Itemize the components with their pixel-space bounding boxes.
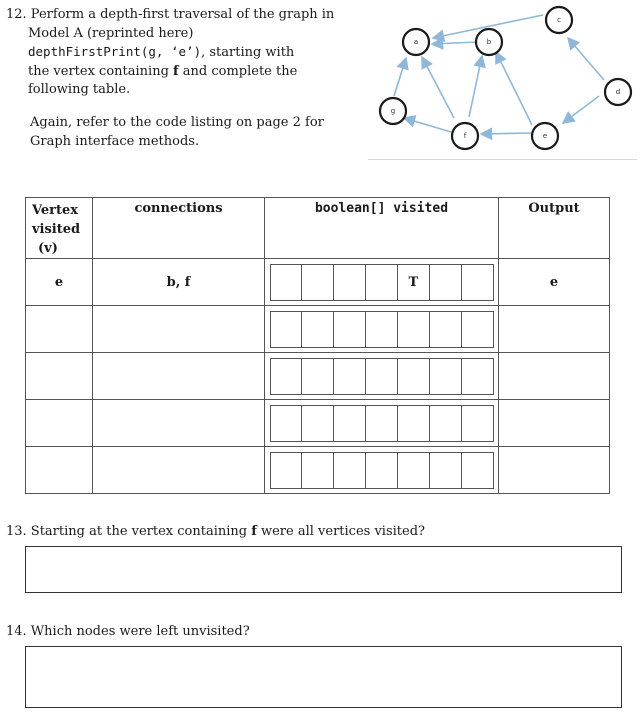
- visited-slot[interactable]: [461, 265, 493, 300]
- visited-slot[interactable]: [271, 453, 302, 488]
- cell-vertex[interactable]: [26, 353, 93, 400]
- edge-f-g: [404, 118, 451, 132]
- graph-nodes: [380, 7, 631, 149]
- q13-vertex-f: f: [251, 524, 257, 539]
- visited-array: [270, 311, 494, 348]
- dfs-table: [25, 197, 610, 494]
- question-13: [6, 524, 425, 539]
- q12-note: [30, 114, 350, 151]
- table-row: [26, 306, 610, 353]
- cell-connections[interactable]: b, f: [93, 259, 265, 306]
- edge-f-b: [469, 56, 482, 117]
- graph-divider: [368, 159, 637, 160]
- q12-line3: [6, 43, 351, 63]
- visited-slot[interactable]: [429, 312, 461, 347]
- visited-slot[interactable]: [365, 453, 397, 488]
- edge-d-e: [563, 96, 599, 123]
- cell-connections[interactable]: [93, 353, 265, 400]
- visited-slot[interactable]: [397, 453, 429, 488]
- q13-text-a: 13. Starting at the vertex containing: [6, 524, 252, 539]
- visited-slot[interactable]: [397, 406, 429, 441]
- code-call: depthFirstPrint(g, ‘e’): [28, 44, 202, 59]
- visited-slot[interactable]: [333, 265, 365, 300]
- q12-note-line2: Graph interface methods.: [30, 133, 200, 149]
- visited-array: [270, 405, 494, 442]
- cell-vertex[interactable]: [26, 400, 93, 447]
- visited-slot[interactable]: [429, 265, 461, 300]
- visited-slot[interactable]: [271, 406, 302, 441]
- visited-slot[interactable]: [301, 359, 333, 394]
- header-vertex: [26, 198, 93, 259]
- visited-slot[interactable]: [429, 359, 461, 394]
- table-row: [26, 400, 610, 447]
- cell-visited: [265, 353, 499, 400]
- cell-vertex[interactable]: [26, 306, 93, 353]
- cell-output[interactable]: [499, 400, 610, 447]
- node-label-f: f: [463, 132, 467, 140]
- table-row: [26, 447, 610, 494]
- visited-slot[interactable]: [461, 406, 493, 441]
- cell-vertex[interactable]: e: [26, 259, 93, 306]
- visited-array: [270, 264, 494, 301]
- q12-line2: Model A (reprinted here): [28, 25, 194, 41]
- visited-slot[interactable]: [301, 453, 333, 488]
- cell-connections[interactable]: [93, 306, 265, 353]
- cell-connections[interactable]: [93, 400, 265, 447]
- q12-line4a: the vertex containing: [28, 63, 174, 79]
- visited-slot[interactable]: [365, 312, 397, 347]
- cell-output[interactable]: [499, 353, 610, 400]
- visited-slot[interactable]: [365, 359, 397, 394]
- visited-slot[interactable]: [301, 406, 333, 441]
- node-label-g: g: [390, 107, 396, 115]
- edge-e-f: [481, 133, 531, 134]
- visited-slot[interactable]: [271, 359, 302, 394]
- q12-line3-rest: , starting with: [201, 45, 295, 60]
- header-output: Output: [499, 198, 610, 259]
- edge-b-a: [432, 42, 478, 44]
- visited-slot[interactable]: [429, 453, 461, 488]
- q12-line4b: and complete the: [178, 63, 298, 79]
- visited-slot[interactable]: [461, 453, 493, 488]
- cell-output[interactable]: e: [499, 259, 610, 306]
- q12-vertex-f: f: [173, 63, 179, 79]
- node-label-d: d: [615, 88, 621, 96]
- q12-line5: following table.: [28, 82, 131, 97]
- visited-slot[interactable]: [429, 406, 461, 441]
- visited-slot[interactable]: T: [397, 265, 429, 300]
- visited-slot[interactable]: [461, 359, 493, 394]
- q13-text-b: were all vertices visited?: [256, 524, 425, 539]
- header-connections: connections: [93, 198, 265, 259]
- visited-slot[interactable]: [271, 265, 302, 300]
- node-label-c: c: [557, 16, 561, 24]
- answer-box-14[interactable]: [25, 646, 622, 708]
- node-label-a: a: [413, 38, 419, 46]
- visited-slot[interactable]: [365, 406, 397, 441]
- table-row: [26, 353, 610, 400]
- answer-box-13[interactable]: [25, 546, 622, 593]
- node-label-b: b: [486, 38, 492, 46]
- visited-slot[interactable]: [365, 265, 397, 300]
- header-vertex-line1: Vertex: [32, 203, 79, 218]
- cell-visited: [265, 447, 499, 494]
- visited-slot[interactable]: [397, 312, 429, 347]
- cell-connections[interactable]: [93, 447, 265, 494]
- visited-slot[interactable]: [333, 453, 365, 488]
- graph-diagram: [368, 0, 638, 160]
- visited-slot[interactable]: [271, 312, 302, 347]
- header-vertex-line2: visited: [32, 222, 81, 237]
- q12-line1: 12. Perform a depth-first traversal of the graph in: [6, 7, 335, 22]
- cell-vertex[interactable]: [26, 447, 93, 494]
- visited-slot[interactable]: [333, 359, 365, 394]
- question-14: 14. Which nodes were left unvisited?: [6, 624, 250, 639]
- cell-output[interactable]: [499, 306, 610, 353]
- node-label-e: e: [542, 132, 548, 140]
- cell-visited: [265, 400, 499, 447]
- visited-slot[interactable]: [461, 312, 493, 347]
- header-vertex-line3: (v): [38, 241, 58, 256]
- question-12: [6, 6, 351, 100]
- edge-d-c: [568, 38, 604, 80]
- table-header-row: [26, 198, 610, 259]
- header-visited: boolean[] visited: [265, 198, 499, 259]
- visited-slot[interactable]: [333, 312, 365, 347]
- table-body: [26, 259, 610, 494]
- edge-g-a: [394, 58, 406, 96]
- visited-slot[interactable]: [397, 359, 429, 394]
- edge-f-a: [422, 57, 454, 118]
- visited-slot[interactable]: [301, 312, 333, 347]
- q12-note-line1: Again, refer to the code listing on page 2 for: [30, 115, 324, 130]
- visited-array: [270, 358, 494, 395]
- visited-slot[interactable]: [301, 265, 333, 300]
- cell-visited: [265, 259, 499, 306]
- edge-e-b: [496, 52, 532, 125]
- table-row: [26, 259, 610, 306]
- q12-line4: [6, 63, 351, 82]
- visited-slot[interactable]: [333, 406, 365, 441]
- cell-visited: [265, 306, 499, 353]
- cell-output[interactable]: [499, 447, 610, 494]
- visited-array: [270, 452, 494, 489]
